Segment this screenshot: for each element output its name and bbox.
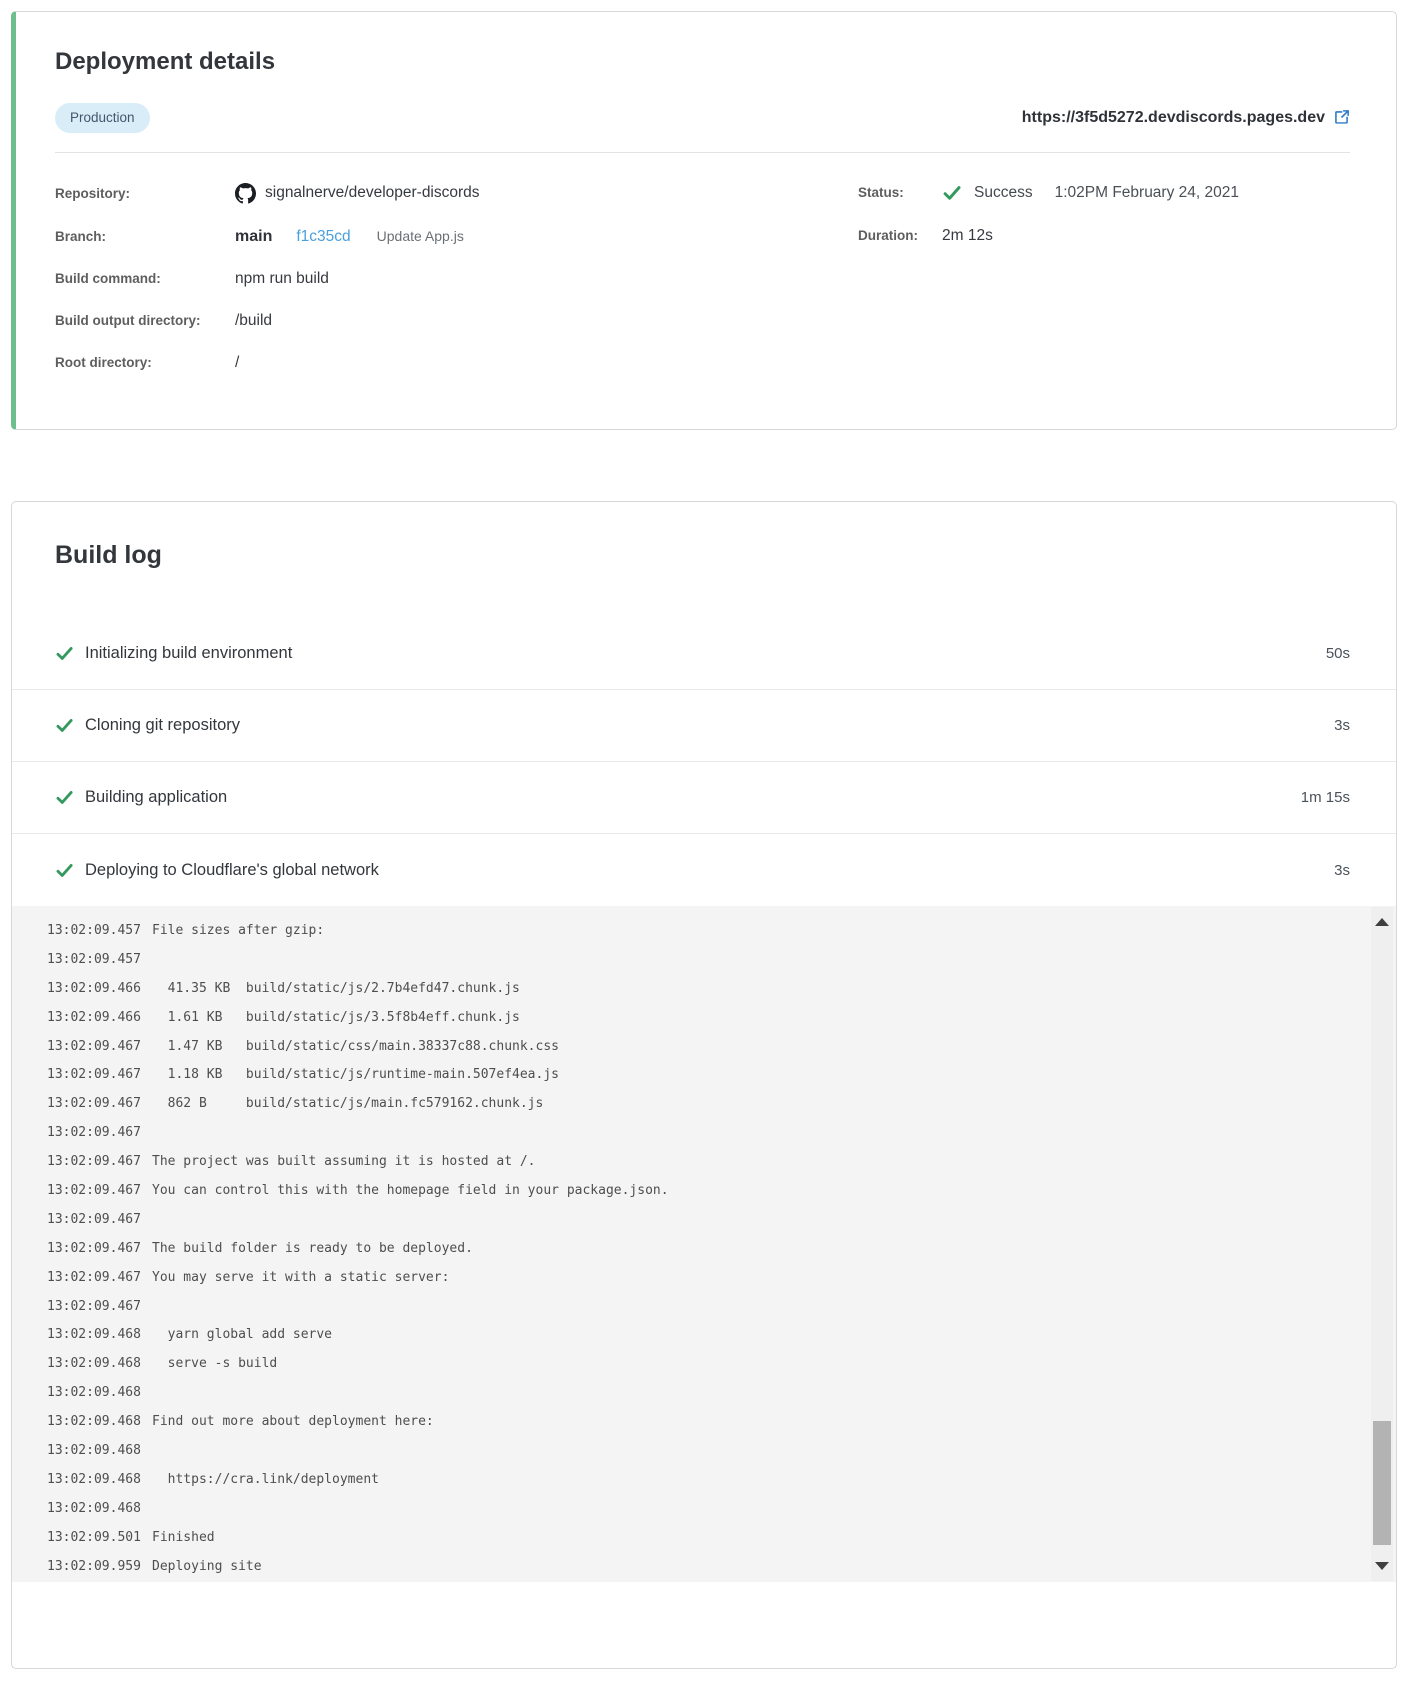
build-step-row[interactable] [12,690,1396,762]
build-output-directory-value: /build [235,311,273,329]
build-step-row[interactable] [12,834,1396,906]
log-message: The build folder is ready to be deployed. [152,1240,473,1256]
log-timestamp: 13:02:09.468 [47,1500,141,1516]
build-log-console[interactable] [12,906,1396,1582]
log-line [47,1176,1356,1205]
log-timestamp: 13:02:09.457 [47,951,141,967]
status-label: Status: [858,185,904,200]
log-timestamp: 13:02:09.467 [47,1125,141,1141]
scrollbar-thumb[interactable] [1373,1421,1391,1544]
log-message: Finished [152,1529,215,1545]
log-line [47,1436,1356,1465]
scroll-up-arrow-icon[interactable] [1375,918,1389,926]
log-line [47,1089,1356,1118]
log-line [47,1205,1356,1234]
build-output-directory-label: Build output directory: [55,313,201,328]
deployment-fields-left [55,183,695,372]
log-timestamp: 13:02:09.467 [47,1067,141,1083]
commit-message: Update App.js [376,227,464,244]
build-step-row[interactable] [12,618,1396,690]
build-step-duration: 50s [1325,645,1350,662]
log-line [47,1378,1356,1407]
build-log-lines [12,906,1396,1580]
build-step-label: Initializing build environment [85,644,293,662]
log-message: You can control this with the homepage field in your package.json. [152,1182,669,1198]
build-steps [12,618,1396,906]
log-message: 1.61 KB build/static/js/3.5f8b4eff.chunk.js [152,1009,520,1025]
status-value [942,183,1350,203]
log-timestamp: 13:02:09.468 [47,1356,141,1372]
log-timestamp: 13:02:09.457 [47,922,141,938]
log-message: https://cra.link/deployment [152,1471,379,1487]
check-icon [55,788,74,807]
log-line [47,1060,1356,1089]
log-timestamp: 13:02:09.468 [47,1385,141,1401]
log-timestamp: 13:02:09.467 [47,1240,141,1256]
log-timestamp: 13:02:09.467 [47,1096,141,1112]
branch-value [235,228,695,246]
log-timestamp: 13:02:09.468 [47,1471,141,1487]
log-message: The project was built assuming it is hosted at /. [152,1154,536,1170]
log-message: 1.18 KB build/static/js/runtime-main.507ef4ea.js [152,1067,559,1083]
log-timestamp: 13:02:09.467 [47,1154,141,1170]
log-line [47,974,1356,1003]
log-timestamp: 13:02:09.466 [47,1009,141,1025]
log-timestamp: 13:02:09.467 [47,1211,141,1227]
log-timestamp: 13:02:09.467 [47,1269,141,1285]
github-icon [235,183,256,204]
external-link-icon[interactable] [1333,109,1350,126]
build-log-card [11,501,1397,1669]
log-message: serve -s build [152,1356,278,1372]
branch-name: main [235,227,273,245]
status-timestamp: 1:02PM February 24, 2021 [1054,183,1239,201]
check-icon [942,183,962,203]
log-line [47,1118,1356,1147]
root-directory-label: Root directory: [55,355,152,370]
build-step-label: Deploying to Cloudflare's global network [85,860,379,879]
build-step-duration: 3s [1334,861,1350,879]
deployment-details-title: Deployment details [55,48,276,75]
log-line [47,916,1356,945]
check-icon [55,644,74,663]
log-message: File sizes after gzip: [152,922,325,938]
repository-link[interactable] [235,183,695,204]
build-step-label: Cloning git repository [85,716,240,734]
log-message: 41.35 KB build/static/js/2.7b4efd47.chunk.js [152,980,520,996]
log-timestamp: 13:02:09.468 [47,1442,141,1458]
build-command-value: npm run build [235,269,329,287]
repository-name[interactable]: signalnerve/developer-discords [265,184,480,201]
deployment-fields-right [858,183,1350,372]
preview-url-link[interactable] [1022,109,1350,127]
log-line [47,1320,1356,1349]
deployment-details-card [11,11,1397,430]
log-line [47,945,1356,974]
log-line [47,1147,1356,1176]
log-message: yarn global add serve [152,1327,333,1343]
status-text: Success [974,183,1033,201]
duration-label: Duration: [858,228,918,243]
log-timestamp: 13:02:09.467 [47,1298,141,1314]
console-scrollbar[interactable] [1371,907,1393,1581]
log-line [47,1234,1356,1263]
log-line [47,1494,1356,1523]
root-directory-value: / [235,353,240,371]
environment-badge: Production [55,103,150,133]
log-timestamp: 13:02:09.501 [47,1529,141,1545]
branch-label: Branch: [55,229,107,244]
build-step-label: Building application [85,788,228,806]
commit-hash-link[interactable]: f1c35cd [296,227,351,245]
log-timestamp: 13:02:09.466 [47,980,141,996]
build-step-duration: 1m 15s [1300,789,1350,806]
build-log-title: Build log [55,541,162,569]
log-line [47,1552,1356,1581]
deployment-fields [55,153,1350,372]
log-timestamp: 13:02:09.468 [47,1414,141,1430]
log-line [47,1003,1356,1032]
log-message: Find out more about deployment here: [152,1414,434,1430]
log-line [47,1465,1356,1494]
build-step-duration: 3s [1334,717,1350,734]
duration-value: 2m 12s [942,226,993,244]
check-icon [55,861,74,880]
log-message: 862 B build/static/js/main.fc579162.chunk.js [152,1096,544,1112]
log-line [47,1407,1356,1436]
log-timestamp: 13:02:09.468 [47,1327,141,1343]
log-message: You may serve it with a static server: [152,1269,450,1285]
build-step-row[interactable] [12,762,1396,834]
log-timestamp: 13:02:09.467 [47,1038,141,1054]
log-line [47,1263,1356,1292]
preview-url-text[interactable]: https://3f5d5272.devdiscords.pages.dev [1021,108,1325,126]
log-line [47,1292,1356,1321]
check-icon [55,716,74,735]
log-message: 1.47 KB build/static/css/main.38337c88.chunk.css [152,1038,559,1054]
repository-label: Repository: [55,185,131,201]
log-message: Deploying site [152,1558,262,1574]
log-timestamp: 13:02:09.467 [47,1182,141,1198]
log-timestamp: 13:02:09.959 [47,1558,141,1574]
log-line [47,1032,1356,1061]
log-line [47,1349,1356,1378]
build-command-label: Build command: [55,271,161,286]
badge-row [55,103,1350,133]
scroll-down-arrow-icon[interactable] [1375,1562,1389,1570]
log-line [47,1523,1356,1552]
